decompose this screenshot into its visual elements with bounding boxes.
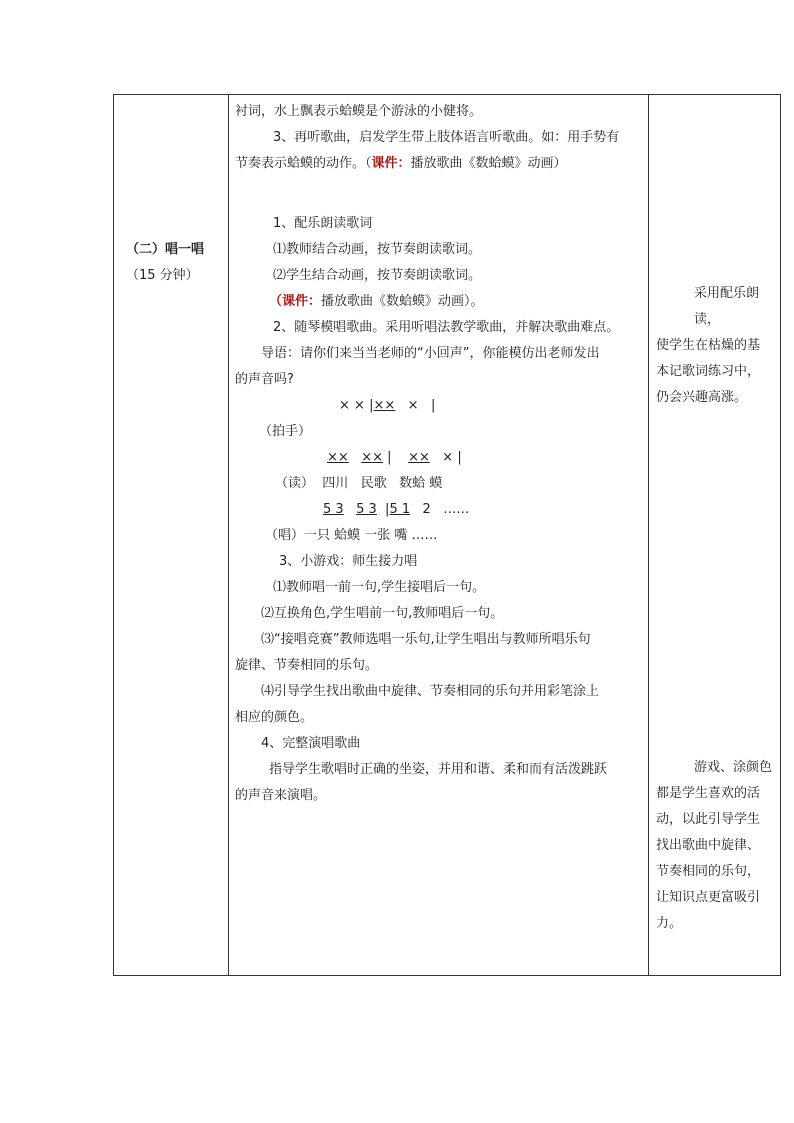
clap-label: （拍手） xyxy=(259,424,312,439)
stage-cell xyxy=(126,237,204,289)
text-line: 的声音来演唱。 xyxy=(235,788,327,803)
rhythm-line: ×× ×× | ×× × | xyxy=(327,450,462,465)
text-line: 衬词，水上飘表示蛤蟆是个游泳的小健将。 xyxy=(235,104,483,119)
text-line: ⑶“接唱竞赛”教师选唱一乐句,让学生唱出与教师所唱乐句 xyxy=(261,632,591,647)
notation-line: 5 3 5 3 |5 1 2 …… xyxy=(323,502,470,517)
text-line: （课件：播放歌曲《数蛤蟆》动画）。 xyxy=(269,294,484,309)
text-line: 相应的颜色。 xyxy=(235,710,314,725)
text-line: 2、随琴模唱歌曲。采用听唱法教学歌曲，并解决歌曲难点。 xyxy=(273,320,620,335)
text-line: ⑷引导学生找出歌曲中旋律、节奏相同的乐句并用彩笔涂上 xyxy=(261,684,600,699)
text-line: 导语：请你们来当当老师的“小回声”，你能模仿出老师发出 xyxy=(261,346,600,361)
design-note: 游戏、涂颜色 都是学生喜欢的活 动，以此引导学生 找出歌曲中旋律、 节奏相同的乐句， 让知识点更富吸引 力。 xyxy=(656,760,773,931)
text-line: 旋律、节奏相同的乐句。 xyxy=(235,658,379,673)
text-line: 节奏表示蛤蟆的动作。（课件：播放歌曲《数蛤蟆》动画） xyxy=(235,156,567,171)
text-line: 的声音吗? xyxy=(235,372,294,387)
design-note: 采用配乐朗读， 使学生在枯燥的基 本记歌词练习中， 仍会兴趣高涨。 xyxy=(656,286,761,405)
text-line: ⑵互换角色,学生唱前一句,教师唱后一句。 xyxy=(261,606,504,621)
stage-title: （二）唱一唱 xyxy=(126,242,205,257)
text-line: 指导学生歌唱时正确的坐姿，并用和谐、柔和而有活泼跳跃 xyxy=(269,762,608,777)
lesson-table xyxy=(113,94,781,976)
stage-duration: （15 分钟） xyxy=(126,268,199,283)
text-line: 1、配乐朗读歌词 xyxy=(273,216,373,231)
sing-line: （唱）一只 蛤蟆 一张 嘴 …… xyxy=(265,528,438,543)
text-line: ⑴教师唱一前一句,学生接唱后一句。 xyxy=(273,580,486,595)
column-divider xyxy=(228,95,229,975)
column-divider xyxy=(648,95,649,975)
content-cell xyxy=(235,99,647,809)
text-line: 3、再听歌曲，启发学生带上肢体语言听歌曲。如：用手势有 xyxy=(273,130,620,145)
text-line: ⑴教师结合动画，按节奏朗读歌词。 xyxy=(273,242,482,257)
text-line: 3、小游戏：师生接力唱 xyxy=(279,554,418,569)
rhythm-line: × × |×× × | xyxy=(339,398,436,413)
text-line: ⑵学生结合动画，按节奏朗读歌词。 xyxy=(273,268,482,283)
text-line: 4、完整演唱歌曲 xyxy=(261,736,361,751)
read-line: （读） 四川 民歌 数蛤 蟆 xyxy=(275,476,443,491)
